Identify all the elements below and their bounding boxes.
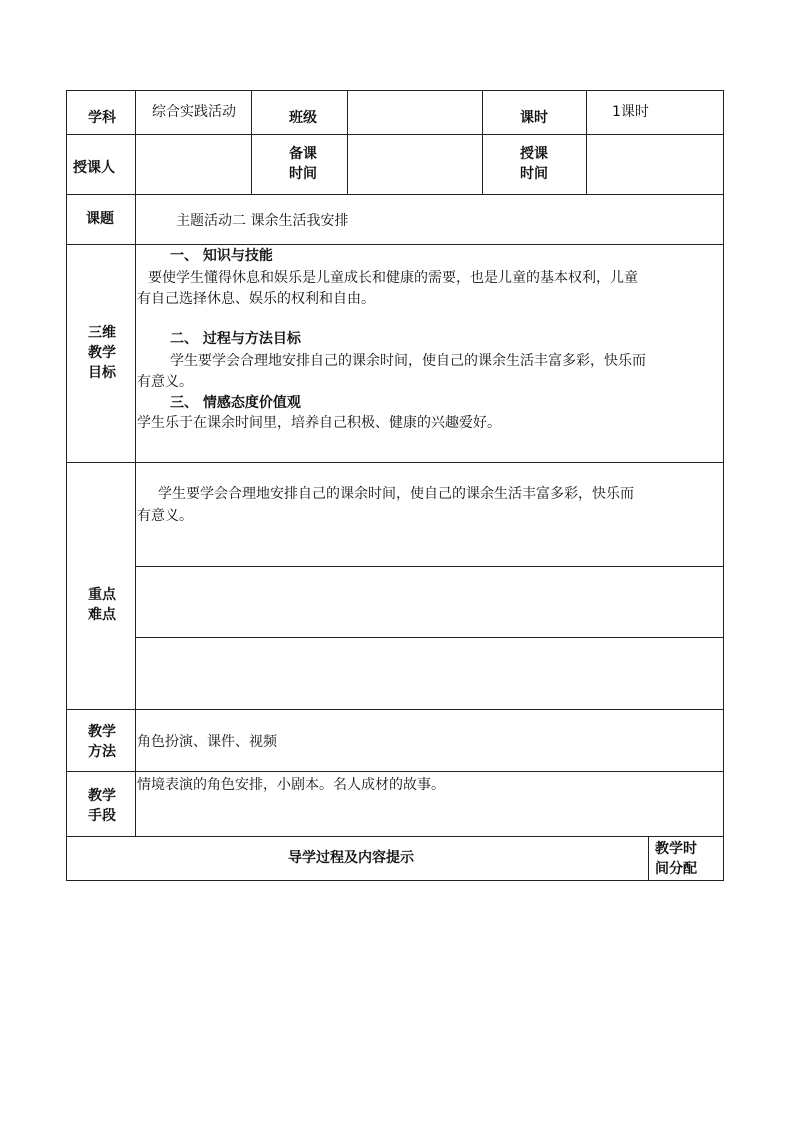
teach-time-label-1: 授课 (520, 146, 548, 162)
process-label: 导学过程及内容提示 (288, 850, 414, 866)
time-allocation-label-1: 教学时 (655, 841, 697, 857)
teacher-label: 授课人 (73, 160, 115, 176)
goals-label-1: 三维 (88, 325, 116, 341)
subject-label: 学科 (88, 110, 116, 126)
period-label: 课时 (520, 110, 548, 126)
prep-time-label-1: 备课 (289, 146, 317, 162)
keypoints-text-line-2: 有意义。 (137, 508, 193, 524)
goals-heading-knowledge: 一、 知识与技能 (170, 248, 273, 264)
goals-heading-attitude: 三、 情感态度价值观 (170, 395, 301, 411)
method-value: 角色扮演、课件、视频 (137, 734, 277, 750)
goals-attitude-text: 学生乐于在课余时间里，培养自己积极、健康的兴趣爱好。 (137, 415, 501, 431)
means-label-2: 手段 (88, 808, 116, 824)
method-label-2: 方法 (88, 744, 116, 760)
topic-value: 主题活动二 课余生活我安排 (176, 213, 349, 229)
time-allocation-label-2: 间分配 (655, 861, 697, 877)
period-value: 1课时 (612, 104, 649, 120)
goals-label-3: 目标 (88, 365, 116, 381)
means-value: 情境表演的角色安排，小剧本。名人成材的故事。 (137, 777, 445, 793)
keypoints-label-2: 难点 (88, 607, 116, 623)
teach-time-label-2: 时间 (520, 166, 548, 182)
goals-process-line-1: 学生要学会合理地安排自己的课余时间，使自己的课余生活丰富多彩，快乐而 (170, 353, 646, 369)
subject-value: 综合实践活动 (152, 104, 236, 120)
method-label-1: 教学 (88, 724, 116, 740)
goals-knowledge-line-1: 要使学生懂得休息和娱乐是儿童成长和健康的需要，也是儿童的基本权利，儿童 (148, 270, 638, 286)
goals-label-2: 教学 (88, 345, 116, 361)
keypoints-label-1: 重点 (88, 587, 116, 603)
keypoints-text-line-1: 学生要学会合理地安排自己的课余时间，使自己的课余生活丰富多彩，快乐而 (158, 486, 634, 502)
goals-heading-process: 二、 过程与方法目标 (170, 331, 301, 347)
class-label: 班级 (289, 110, 317, 126)
goals-process-line-2: 有意义。 (137, 374, 193, 390)
means-label-1: 教学 (88, 788, 116, 804)
topic-label: 课题 (86, 211, 114, 227)
prep-time-label-2: 时间 (289, 166, 317, 182)
goals-knowledge-line-2: 有自己选择休息、娱乐的权利和自由。 (137, 291, 375, 307)
